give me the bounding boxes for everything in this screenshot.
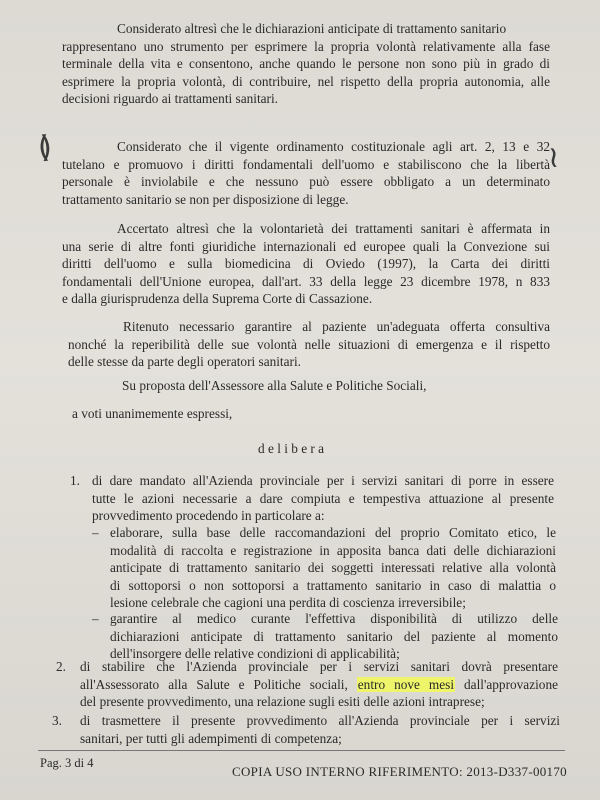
- text-line: fondamentali dell'Unione europea, dall'art. 33 della legge 23 dicembre 1978, n 833: [62, 273, 550, 289]
- paragraph-ordinamento-costituzionale: [62, 138, 550, 208]
- text-line: dell'insorgere delle relative condizioni di applicabilità;: [110, 646, 400, 662]
- list-number: 1.: [70, 473, 80, 488]
- text-line: a voti unanimemente espressi,: [72, 406, 233, 421]
- highlighted-deadline: entro nove mesi: [357, 676, 455, 692]
- text-line: d e l i b e r a: [258, 441, 325, 456]
- text-line: e dalla giurisprudenza della Suprema Corte di Cassazione.: [62, 291, 373, 307]
- list-item-1: [92, 472, 554, 525]
- item-2-number: [56, 658, 66, 676]
- sub-item-1-dash: –: [92, 525, 99, 540]
- proposal-line: [122, 377, 426, 395]
- text-line: sanitari, per tutti gli adempimenti di competenza;: [80, 730, 342, 746]
- text-line: lesione celebrale che cagioni una perdita di coscienza irreversibile;: [110, 595, 466, 611]
- text-line: di stabilire che l'Azienda provinciale per i servizi sanitari dovrà presentare: [80, 659, 558, 674]
- text-line: Ritenuto necessario garantire al paziente un'adeguata offerta consultiva: [123, 319, 550, 334]
- text-line: tutte le azioni necessarie a dare compiuta e tempestiva attuazione al presente: [92, 490, 554, 506]
- text-line: Considerato altresì che le dichiarazioni anticipate di trattamento sanitario: [117, 21, 507, 36]
- text-line: esprimere la propria volontà, di contribuire, nel rispetto della propria autonomia, alle: [62, 73, 550, 89]
- text-line: elaborare, sulla base delle raccomandazioni del proprio Comitato etico, le: [110, 525, 556, 540]
- text-line: Considerato che il vigente ordinamento costituzionale agli art. 2, 13 e 32: [117, 139, 550, 154]
- text-line: terminale della vita e consentono, anche quando le persone non sono più in grado di: [62, 56, 550, 72]
- text-line: modalità di raccolta e registrazione in apposita banca dati delle dichiarazioni: [110, 542, 556, 558]
- text-line: delle stesse da parte degli operatori sanitari.: [68, 354, 301, 370]
- margin-bracket-left-mark: ≬: [36, 129, 54, 166]
- text-line: una serie di altre fonti giuridiche internazionali ed europee quali la Convezione sui: [62, 238, 550, 254]
- item-1-number: [70, 472, 80, 490]
- text-line: dichiarazioni anticipate di trattamento sanitario del paziente al momento: [110, 628, 558, 644]
- text-line: di sottoporsi o non sottoporsi a trattamento sanitario in caso di malattia o: [110, 577, 556, 593]
- sub-item-elaborare: [110, 524, 556, 612]
- text-line: Su proposta dell'Assessore alla Salute e Politiche Sociali,: [122, 378, 427, 393]
- margin-bracket-right-mark: ≀: [546, 139, 561, 176]
- text-line: rappresentano uno strumento per esprimere la propria volontà relativamente alla fase: [62, 38, 550, 54]
- footer-divider: [38, 750, 565, 751]
- text-line: nonché la reperibilità delle sue volontà nelle situazioni di emergenza e il rispetto: [68, 336, 550, 352]
- paragraph-volontarieta: [62, 220, 550, 308]
- sub-item-garantire: [110, 610, 558, 663]
- text-line: tutelano e promuovo i diritti fondamentali dell'uomo e stabiliscono che la libertà: [62, 156, 550, 172]
- delibera-heading: [258, 440, 324, 458]
- text-line: di dare mandato all'Azienda provinciale per i servizi sanitari di porre in essere: [92, 473, 554, 488]
- text-line: trattamento sanitario se non per disposizione di legge.: [62, 191, 349, 207]
- text-line: personale è inviolabile e che nessuno può essere obbligato a un determinato: [62, 174, 550, 190]
- text-line: diritti dell'uomo e sulla biomedicina di Oviedo (1997), la Carta dei diritti: [62, 256, 550, 272]
- text-line-with-highlight: [80, 676, 558, 694]
- text-line: decisioni riguardo ai trattamenti sanitari.: [62, 91, 279, 107]
- sub-item-2-dash: –: [92, 611, 99, 626]
- text-line: garantire al medico curante l'effettiva disponibilità di utilizzo delle: [110, 611, 558, 626]
- text-line: anticipate di trattamento sanitario dei soggetti interessati relative alla volontà: [110, 560, 556, 576]
- text-segment: dall'approvazione: [455, 676, 558, 692]
- text-line: provvedimento procedendo in particolare a:: [92, 508, 325, 524]
- votes-line: [72, 405, 232, 423]
- paragraph-considerato-altresi: [62, 20, 550, 108]
- list-number: 2.: [56, 659, 66, 674]
- text-line: Accertato altresì che la volontarietà dei trattamenti sanitari è affermata in: [117, 221, 550, 236]
- list-number: 3.: [52, 713, 62, 728]
- list-item-2: [80, 658, 558, 711]
- item-3-number: [52, 712, 62, 730]
- footer-copy-reference: COPIA USO INTERNO RIFERIMENTO: 2013-D337-00170: [232, 764, 567, 779]
- paragraph-ritenuto-necessario: [68, 318, 550, 371]
- footer-page-number: Pag. 3 di 4: [40, 756, 94, 770]
- text-line: di trasmettere il presente provvedimento all'Azienda provinciale per i servizi: [80, 713, 560, 728]
- list-item-3: [80, 712, 560, 747]
- text-segment: all'Assessorato alla Salute e Politiche sociali,: [80, 676, 357, 692]
- text-line: del presente provvedimento, una relazione sugli esiti delle azioni intraprese;: [80, 694, 485, 710]
